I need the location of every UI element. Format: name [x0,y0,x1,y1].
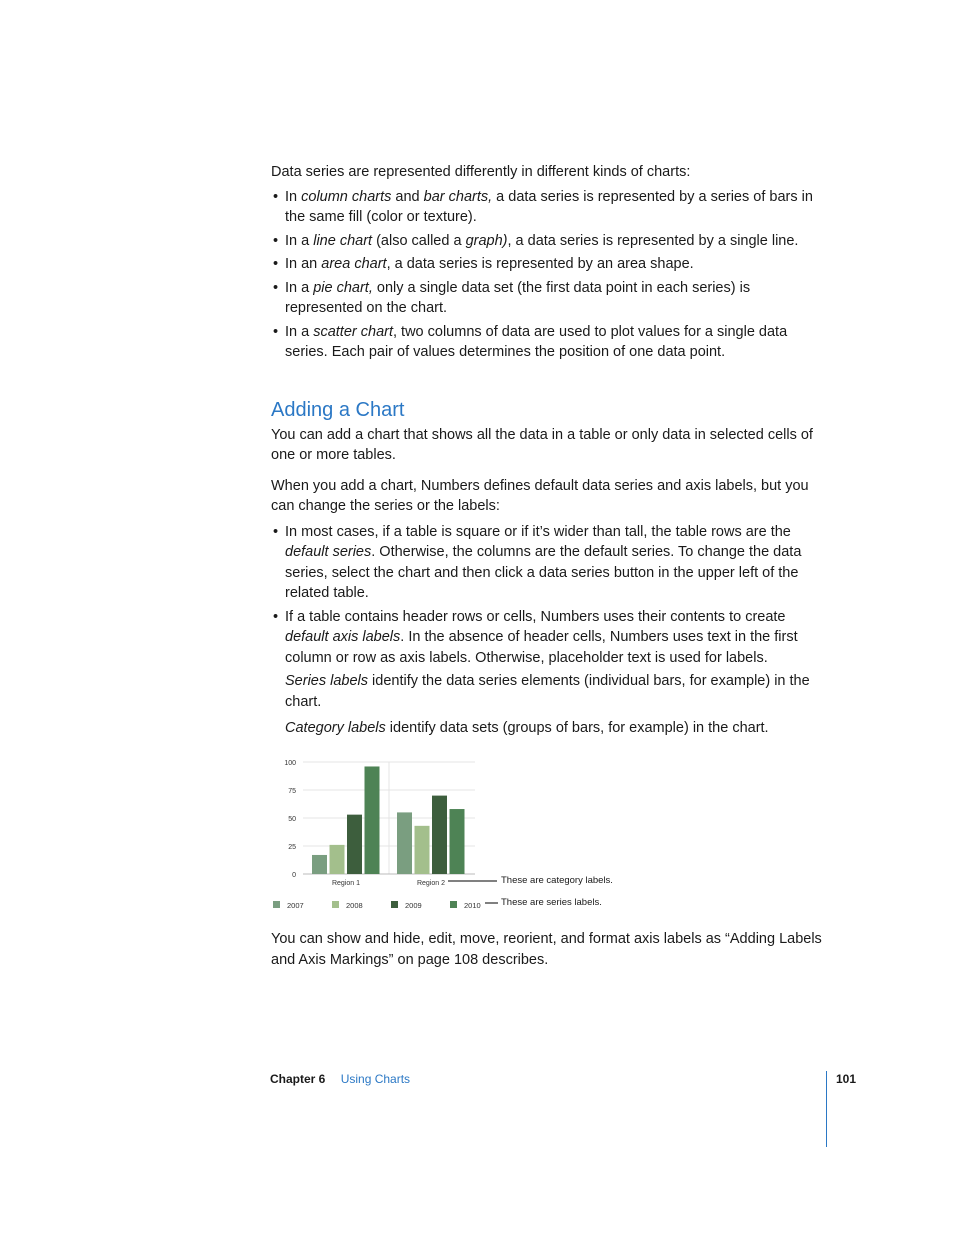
y-tick-label: 75 [288,788,296,795]
y-tick-label: 100 [284,760,296,767]
page-rule [826,1071,827,1147]
paragraph: When you add a chart, Numbers defines default data series and axis labels, but you can change the series or the labels: [271,477,809,514]
category-label: Region 2 [416,880,446,887]
page-footer [270,1072,410,1086]
category-labels-note: Category labels identify data sets (groups of bars, for example) in the chart. [285,720,769,736]
series-callout-text: These are series labels. [501,897,602,908]
bar-region-1-2007 [312,855,327,874]
bar-chart [270,750,670,920]
list-item: • In an area chart, a data series is represented by an area shape. [271,254,827,275]
list-item: • In a line chart (also called a graph), a data series is represented by a single line. [271,231,827,252]
bar-region-2-2008 [415,826,430,874]
legend-label: 2009 [405,901,422,910]
series-labels-note: Series labels identify the data series elements (individual bars, for example) in the chart. [285,673,810,710]
bar-region-2-2010 [450,809,465,874]
chapter-title-link[interactable]: Using Charts [340,1072,411,1086]
chapter-number: Chapter 6 [270,1072,326,1086]
legend-swatch [391,901,398,908]
chart-types-list [271,187,827,363]
page-body [271,162,827,739]
page-number: 101 [836,1072,857,1086]
legend-label: 2008 [346,901,363,910]
list-item: • In a pie chart, only a single data set (the first data point in each series) is represented on the chart. [271,278,827,319]
paragraph: You can add a chart that shows all the data in a table or only data in selected cells of one or more tables. [271,426,813,463]
y-tick-label: 50 [288,816,296,823]
legend-label: 2007 [287,901,304,910]
category-label: Region 1 [331,880,361,887]
intro-paragraph: Data series are represented differently in different kinds of charts: [271,164,691,180]
bar-region-2-2009 [432,796,447,874]
list-item: • In a scatter chart, two columns of data are used to plot values for a single data series. Each pair of values determines the position of one data point. [271,322,827,363]
bar-region-1-2009 [347,815,362,874]
section-heading: Adding a Chart [271,398,405,421]
bar-region-2-2007 [397,812,412,874]
y-tick-label: 0 [292,872,296,879]
list-item: • In most cases, if a table is square or if it’s wider than tall, the table rows are the default series. Otherwise, the columns are the default series. To change the data series, select the chart and then click a data series button in the upper left of the related table. [271,522,827,604]
legend-swatch [332,901,339,908]
closing-paragraph: You can show and hide, edit, move, reorient, and format axis labels as “Adding Labels and Axis Markings” on page 108 describes. [271,931,822,968]
bar-region-1-2010 [365,766,380,874]
legend-label: 2010 [464,901,481,910]
bar-region-1-2008 [330,845,345,874]
list-item: • In column charts and bar charts, a data series is represented by a series of bars in the same fill (color or texture). [271,187,827,228]
defaults-list [271,522,827,669]
bar-chart-figure [270,750,670,920]
legend-swatch [450,901,457,908]
category-callout-text: These are category labels. [501,875,613,886]
list-item: • If a table contains header rows or cells, Numbers uses their contents to create default axis labels. In the absence of header cells, Numbers uses text in the first column or row as axis labels. Otherwise, placeholder text is used for labels. [271,607,827,669]
legend-swatch [273,901,280,908]
y-tick-label: 25 [288,844,296,851]
